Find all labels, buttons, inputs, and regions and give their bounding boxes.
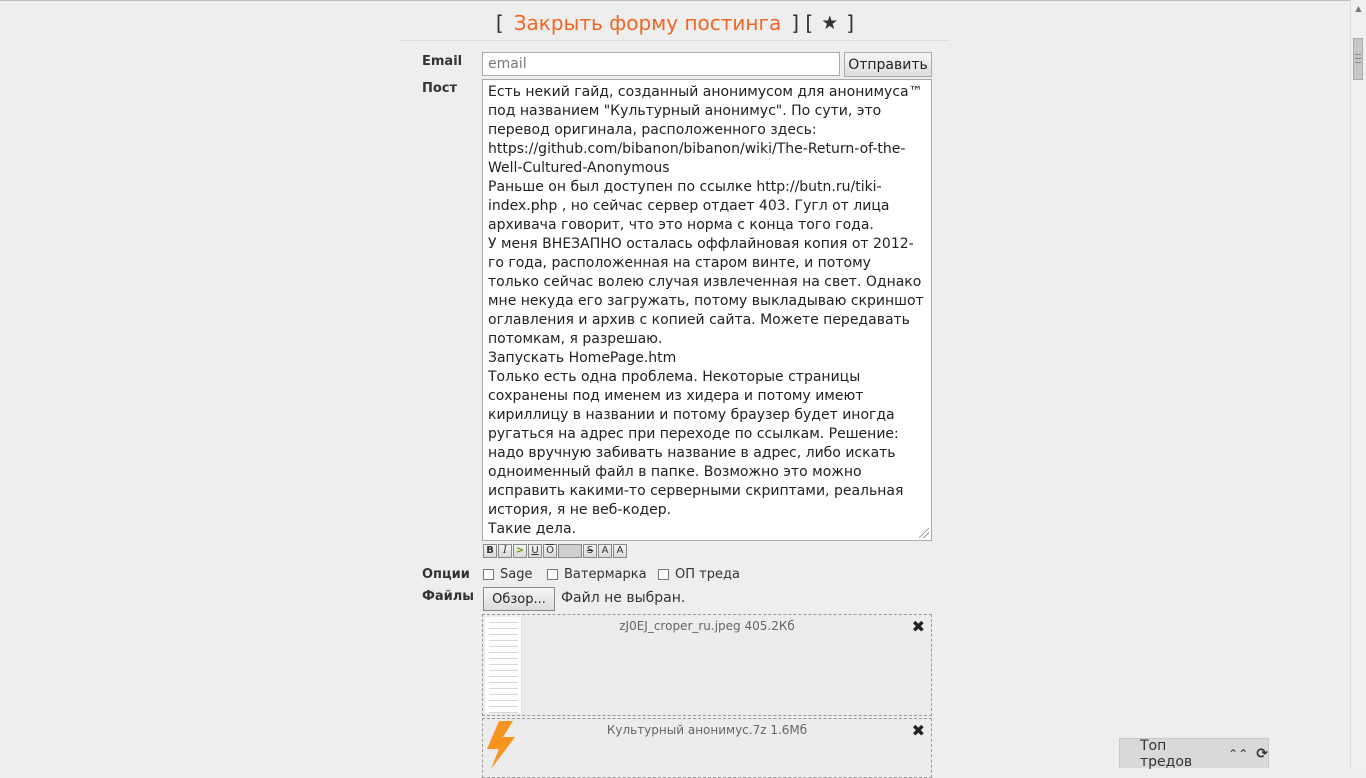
attachment-card bbox=[482, 718, 932, 778]
post-paragraph: Запускать HomePage.htm bbox=[488, 350, 677, 366]
attachment-name: Культурный анонимус.7z 1.6Мб bbox=[606, 723, 808, 737]
post-paragraph: Есть некий гайд, созданный анонимусом для анонимуса™ под названием "Культурный анонимус". По сути, это перевод оригинала, расположенного здесь: https://github.com/bibanon/bibanon/wiki/The-Return-of-the-Well-Cultured-Anonymous bbox=[488, 84, 923, 176]
bracket-middle: ] [ bbox=[791, 11, 814, 35]
star-icon[interactable]: ★ bbox=[821, 12, 839, 34]
scrollbar-thumb[interactable] bbox=[1353, 38, 1363, 80]
post-textarea[interactable] bbox=[482, 79, 932, 541]
files-label: Файлы bbox=[422, 589, 475, 604]
post-paragraph: Только есть одна проблема. Некоторые страницы сохранены под именем из хидера и потому имеют кириллицу в названии и потому браузер будет иногда ругаться на адрес при переходе по ссылкам. Решение: надо вручную забивать название в адрес, либо искать одноименный файл в папке. Возможно это можно исправить какими-то серверными скриптами, реальная история, я не веб-кодер. bbox=[488, 369, 904, 518]
email-label: Email bbox=[422, 54, 463, 69]
subscript-button[interactable]: A bbox=[613, 544, 627, 558]
post-label: Пост bbox=[422, 81, 458, 96]
watermark-checkbox[interactable] bbox=[547, 569, 558, 580]
expand-up-icon[interactable]: ⌃⌃ bbox=[1228, 746, 1249, 761]
refresh-icon[interactable]: ⟳ bbox=[1256, 745, 1268, 762]
overline-button[interactable]: $\overline{O}$ bbox=[543, 544, 557, 558]
remove-attachment-icon[interactable]: ✖ bbox=[911, 617, 925, 636]
strike-button[interactable]: S bbox=[583, 544, 597, 558]
quote-button[interactable]: > bbox=[513, 544, 527, 558]
post-paragraph: У меня ВНЕЗАПНО осталась оффлайновая копия от 2012-го года, расположенная на старом винте, и потому только сейчас волею случая извлеченная на свет. Однако мне некуда его загружать, потому выкладываю скриншот оглавления и архив с копией сайта. Можете передавать потомкам, я разрешаю. bbox=[488, 236, 924, 347]
top-border bbox=[0, 0, 1350, 1]
send-button[interactable]: Отправить bbox=[844, 52, 932, 77]
option-sage[interactable] bbox=[483, 567, 532, 582]
attachment-card bbox=[482, 614, 932, 716]
scroll-up-arrow-icon[interactable]: ▲ bbox=[1355, 4, 1362, 13]
sage-checkbox[interactable] bbox=[483, 569, 494, 580]
header-divider bbox=[400, 40, 950, 41]
posting-form-header bbox=[400, 8, 950, 38]
op-checkbox[interactable] bbox=[658, 569, 669, 580]
top-threads-label[interactable]: Топ тредов bbox=[1140, 737, 1193, 770]
option-op[interactable] bbox=[658, 567, 740, 582]
page-scrollbar[interactable] bbox=[1350, 0, 1366, 768]
underline-button[interactable]: U bbox=[528, 544, 542, 558]
options-label: Опции bbox=[422, 567, 470, 582]
bracket-open: [ bbox=[495, 11, 504, 35]
markup-toolbar bbox=[483, 544, 627, 558]
email-input[interactable] bbox=[482, 52, 840, 76]
bracket-close: ] bbox=[846, 11, 855, 35]
superscript-button[interactable]: A bbox=[598, 544, 612, 558]
browse-button[interactable]: Обзор... bbox=[483, 587, 555, 611]
close-posting-form-link[interactable]: Закрыть форму постинга bbox=[513, 11, 782, 35]
sage-label: Sage bbox=[500, 567, 533, 582]
op-label: ОП треда bbox=[675, 567, 740, 582]
top-threads-panel bbox=[1119, 738, 1269, 768]
italic-button[interactable]: I bbox=[498, 544, 512, 558]
post-paragraph: Раньше он был доступен по ссылке http://butn.ru/tiki-index.php , но сейчас сервер отдает 403. Гугл от лица архивача говорит, что это норма с конца того года. bbox=[488, 179, 890, 233]
no-file-text: Файл не выбран. bbox=[561, 590, 686, 606]
post-text bbox=[483, 80, 931, 541]
resize-grip-icon[interactable] bbox=[919, 528, 929, 538]
attachment-name: zJ0EJ_croper_ru.jpeg 405.2Кб bbox=[619, 619, 795, 633]
watermark-label: Ватермарка bbox=[564, 567, 647, 582]
bold-button[interactable]: B bbox=[483, 544, 497, 558]
remove-attachment-icon[interactable]: ✖ bbox=[911, 721, 925, 740]
post-paragraph: Такие дела. bbox=[488, 521, 577, 537]
spoiler-button[interactable] bbox=[558, 544, 582, 558]
option-watermark[interactable] bbox=[547, 567, 647, 582]
